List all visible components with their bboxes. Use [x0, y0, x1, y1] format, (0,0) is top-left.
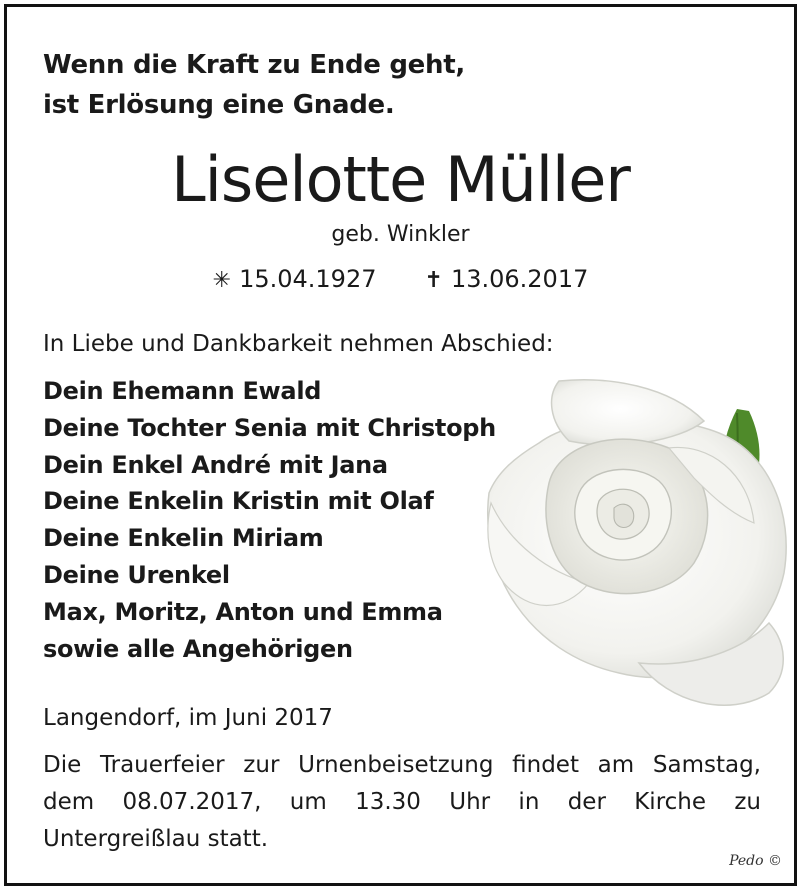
- funeral-line-1: Die Trauerfeier zur Urnenbeisetzung findet am Samstag,: [43, 752, 761, 778]
- motto-line-2: ist Erlösung eine Gnade.: [43, 90, 395, 120]
- list-item: Deine Urenkel: [43, 560, 230, 589]
- farewell-intro: In Liebe und Dankbarkeit nehmen Abschied:: [43, 331, 554, 357]
- death-date: 13.06.2017: [450, 265, 589, 293]
- birth-date: 15.04.1927: [239, 265, 377, 293]
- funeral-notice: [43, 747, 761, 858]
- maiden-name: geb. Winkler: [331, 222, 470, 247]
- list-item: Max, Moritz, Anton und Emma: [43, 597, 443, 626]
- list-item: Deine Enkelin Miriam: [43, 524, 324, 553]
- motto-line-1: Wenn die Kraft zu Ende geht,: [43, 50, 465, 80]
- list-item: sowie alle Angehörigen: [43, 634, 353, 663]
- birth-star-icon: ✳: [212, 268, 232, 293]
- place-and-date: Langendorf, im Juni 2017: [43, 705, 333, 731]
- life-dates: [7, 265, 794, 293]
- publisher-credit: Pedo ©: [729, 853, 782, 869]
- deceased-name: Liselotte Müller: [171, 143, 630, 216]
- funeral-line-2: dem 08.07.2017, um 13.30 Uhr in der Kirche zu: [43, 789, 761, 815]
- list-item: Dein Enkel André mit Jana: [43, 450, 388, 479]
- list-item: Deine Tochter Senia mit Christoph: [43, 413, 496, 442]
- death-cross-icon: ✝: [424, 268, 443, 293]
- funeral-line-3: Untergreißlau statt.: [43, 826, 269, 852]
- mourners-list: [43, 373, 496, 667]
- motto: [43, 45, 465, 125]
- obituary-card: [4, 4, 797, 886]
- list-item: Dein Ehemann Ewald: [43, 377, 322, 405]
- white-rose-icon: [469, 373, 799, 733]
- list-item: Deine Enkelin Kristin mit Olaf: [43, 487, 434, 516]
